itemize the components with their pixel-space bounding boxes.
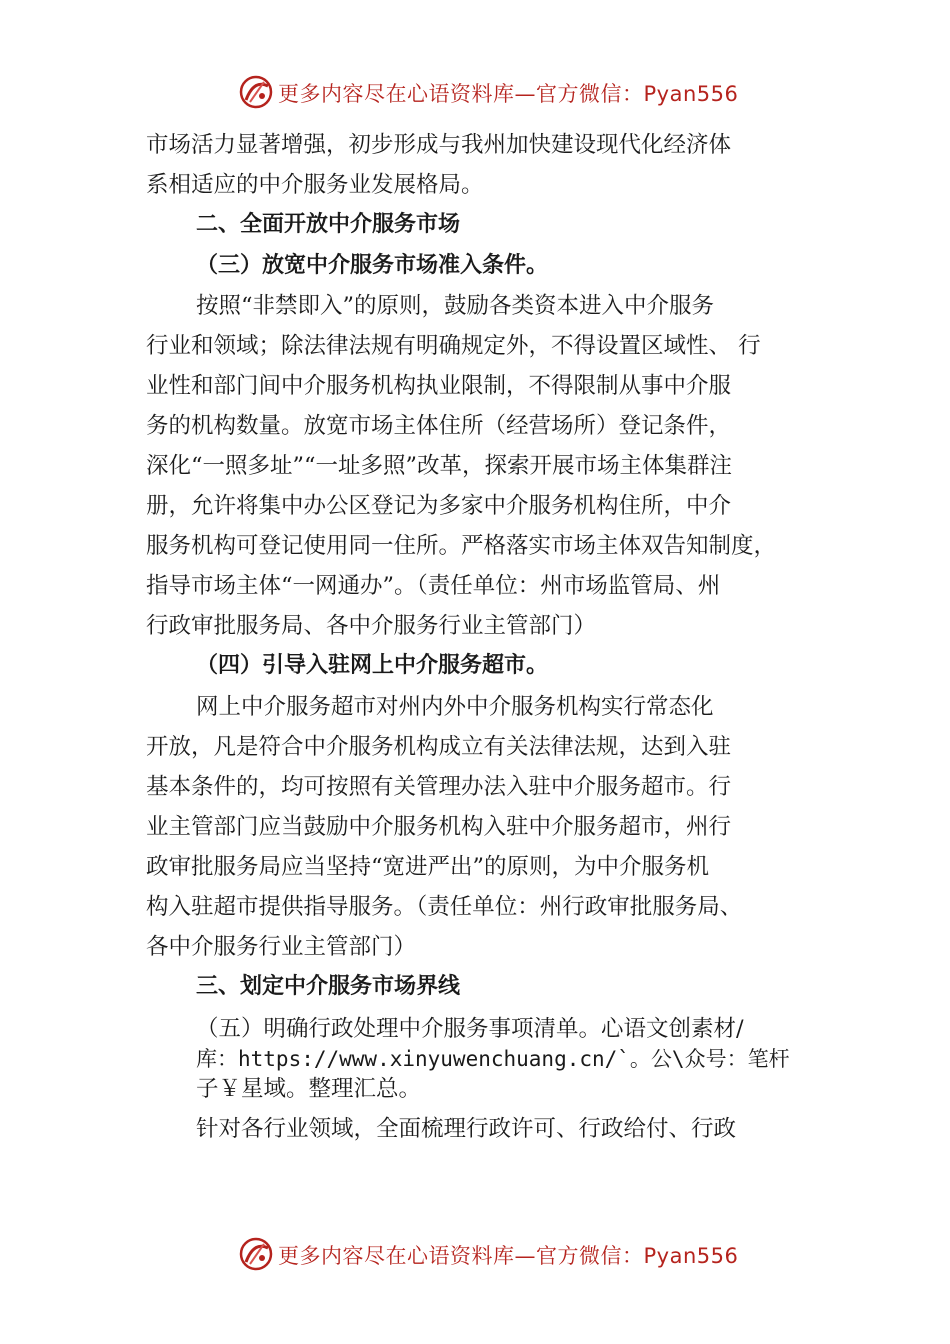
subsection-heading: （四）引导入驻网上中介服务超市。: [196, 652, 549, 678]
body-line: 构入驻超市提供指导服务。（责任单位：州行政审批服务局、: [146, 894, 743, 920]
watermark-text: 更多内容尽在心语资料库—官方微信：Pyan556: [278, 1244, 739, 1268]
body-line: 服务机构可登记使用同一住所。严格落实市场主体双告知制度，: [146, 533, 777, 559]
body-line: 业主管部门应当鼓励中介服务机构入驻中介服务超市，州行: [146, 814, 732, 840]
body-line: 各中介服务行业主管部门）: [146, 934, 417, 960]
body-line: 开放，凡是符合中介服务机构成立有关法律法规，达到入驻: [146, 734, 732, 760]
body-line: 系相适应的中介服务业发展格局。: [146, 172, 484, 198]
seal-logo-icon: [238, 1236, 274, 1272]
body-line: 政审批服务局应当坚持“宽进严出”的原则，为中介服务机: [146, 854, 710, 880]
url-line: 库：https://www.xinyuwenchuang.cn/`。公\众号：笔杆: [196, 1047, 790, 1071]
body-line: 业性和部门间中介服务机构执业限制，不得限制从事中介服: [146, 373, 732, 399]
header-watermark: [0, 70, 950, 114]
body-line: 指导市场主体“一网通办”。（责任单位：州市场监管局、州: [146, 573, 721, 599]
body-line: （五）明确行政处理中介服务事项清单。心语文创素材/: [196, 1016, 744, 1042]
seal-logo-icon: [238, 74, 274, 110]
body-line: 深化“一照多址”“一址多照”改革，探索开展市场主体集群注: [146, 453, 733, 479]
body-line: 针对各行业领域，全面梳理行政许可、行政给付、行政: [196, 1116, 737, 1142]
footer-watermark: [0, 1232, 950, 1276]
body-line: 行政审批服务局、各中介服务行业主管部门）: [146, 613, 597, 639]
body-line: 网上中介服务超市对州内外中介服务机构实行常态化: [196, 694, 714, 720]
section-heading: 二、全面开放中介服务市场: [196, 212, 461, 237]
body-line: 基本条件的，均可按照有关管理办法入驻中介服务超市。行: [146, 774, 732, 800]
body-line: 行业和领域；除法律法规有明确规定外，不得设置区域性、 行: [146, 333, 761, 359]
body-line: 册，允许将集中办公区登记为多家中介服务机构住所，中介: [146, 493, 732, 519]
body-line: 务的机构数量。放宽市场主体住所（经营场所）登记条件，: [146, 413, 732, 439]
body-line: 子￥星域。整理汇总。: [196, 1076, 422, 1102]
subsection-heading: （三）放宽中介服务市场准入条件。: [196, 252, 549, 278]
section-heading: 三、划定中介服务市场界线: [196, 974, 461, 999]
body-line: 按照“非禁即入”的原则，鼓励各类资本进入中介服务: [196, 293, 715, 319]
body-line: 市场活力显著增强，初步形成与我州加快建设现代化经济体: [146, 132, 732, 158]
watermark-text: 更多内容尽在心语资料库—官方微信：Pyan556: [278, 82, 739, 106]
